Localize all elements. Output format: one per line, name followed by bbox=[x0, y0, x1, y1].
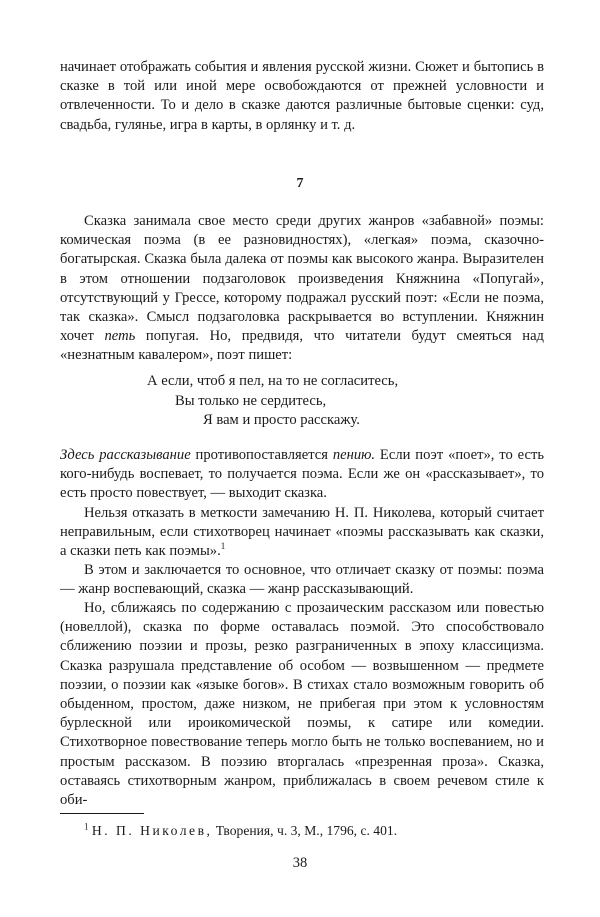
verse-quote bbox=[0, 372, 600, 431]
italic-pet: петь bbox=[104, 328, 136, 345]
verse-line-3: Я вам и просто расскажу. bbox=[203, 412, 360, 428]
paragraph-intro-text: начинает отображать события и явления русской жизни. Сюжет и бытопись в сказке в той или иной мере освобождаются от прежней условности и отвлеченности. То и дело в сказке даются различные бытовые сценки: суд, свадьба, гулянье, игра в карты, в орлянку и т. д. bbox=[60, 59, 544, 133]
italic-rasskazyvanie: Здесь рассказывание bbox=[60, 447, 191, 463]
paragraph-genre bbox=[60, 212, 544, 366]
footnote-author: Н. П. Николев, bbox=[91, 823, 213, 838]
paragraph-nikolev bbox=[60, 504, 544, 562]
paragraph-rasskazyvanie bbox=[60, 446, 544, 504]
italic-peniyu: пению. bbox=[332, 447, 376, 463]
footnote-rule bbox=[60, 813, 144, 814]
section-number: 7 bbox=[296, 176, 304, 191]
footnote-ref: 1 bbox=[220, 541, 226, 552]
paragraph-rasskazyvanie-text-b: Если поэт «поет», то есть кого-нибудь воспевает, то получается поэма. Если же он «рассказывает», то есть просто повествует, — выходит сказка. bbox=[60, 447, 545, 502]
page-number: 38 bbox=[292, 855, 308, 871]
paragraph-prose bbox=[60, 599, 544, 810]
paragraph-difference bbox=[60, 561, 544, 599]
paragraph-rasskazyvanie-text-a: противопоставляется bbox=[190, 447, 333, 463]
footnote bbox=[84, 822, 397, 840]
verse-line-2: Вы только не сердитесь, bbox=[175, 392, 327, 409]
footnote-marker: 1 bbox=[84, 821, 89, 832]
paragraph-nikolev-text: Нельзя отказать в меткости замечанию Н. П. Николева, который считает неправильным, если стихотворец начинает «поэмы рассказывать как сказки, а сказки петь как поэмы». bbox=[60, 505, 544, 560]
paragraph-difference-text: В этом и заключается то основное, что отличает сказку от поэмы: поэма — жанр воспевающий, сказка — жанр рассказывающий. bbox=[60, 562, 544, 598]
paragraph-intro bbox=[60, 58, 544, 135]
verse-line-1: А если, чтоб я пел, на то не согласитесь, bbox=[147, 373, 399, 389]
footnote-text: Творения, ч. 3, М., 1796, с. 401. bbox=[212, 823, 398, 838]
paragraph-genre-text-b: попугая. Но, предвидя, что читатели будут смеяться над «незнатным кавалером», поэт пишет: bbox=[60, 328, 544, 364]
paragraph-prose-text: Но, сближаясь по содержанию с прозаическим рассказом или повестью (новеллой), сказка по форме оставалась поэмой. Это способствовало сближению поэзии и прозы, резко разграниченных в эпоху классицизма. Сказка разрушала представление об особом — возвышенном — предмете поэзии, о поэзии как «языке богов». В стихах стало возможным говорить об обыденном, простом, даже низком, не прибегая при этом к условностям бурлескной или ироикомической поэмы, к сатире или комедии. Стихотворное повествование теперь могло быть не только воспеванием, но и простым рассказом. В поэзию вторгалась «презренная проза». Сказка, оставаясь стихотворным жанром, приближалась в своем речевом стиле к оби- bbox=[60, 600, 544, 809]
paragraph-genre-text-a: Сказка занимала свое место среди других жанров «забавной» поэмы: комическая поэма (в ее разновидностях), «легкая» поэма, сказочно-богатырская. Сказка была далека от поэмы как высокого жанра. Выразителен в этом отношении подзаголовок произведения Княжнина «Попугай», отсутствующий у Грессе, которому подражал русский поэт: «Если не поэма, так сказка». Смысл подзаголовка раскрывается во вступлении. Княжнин хочет bbox=[60, 213, 544, 345]
